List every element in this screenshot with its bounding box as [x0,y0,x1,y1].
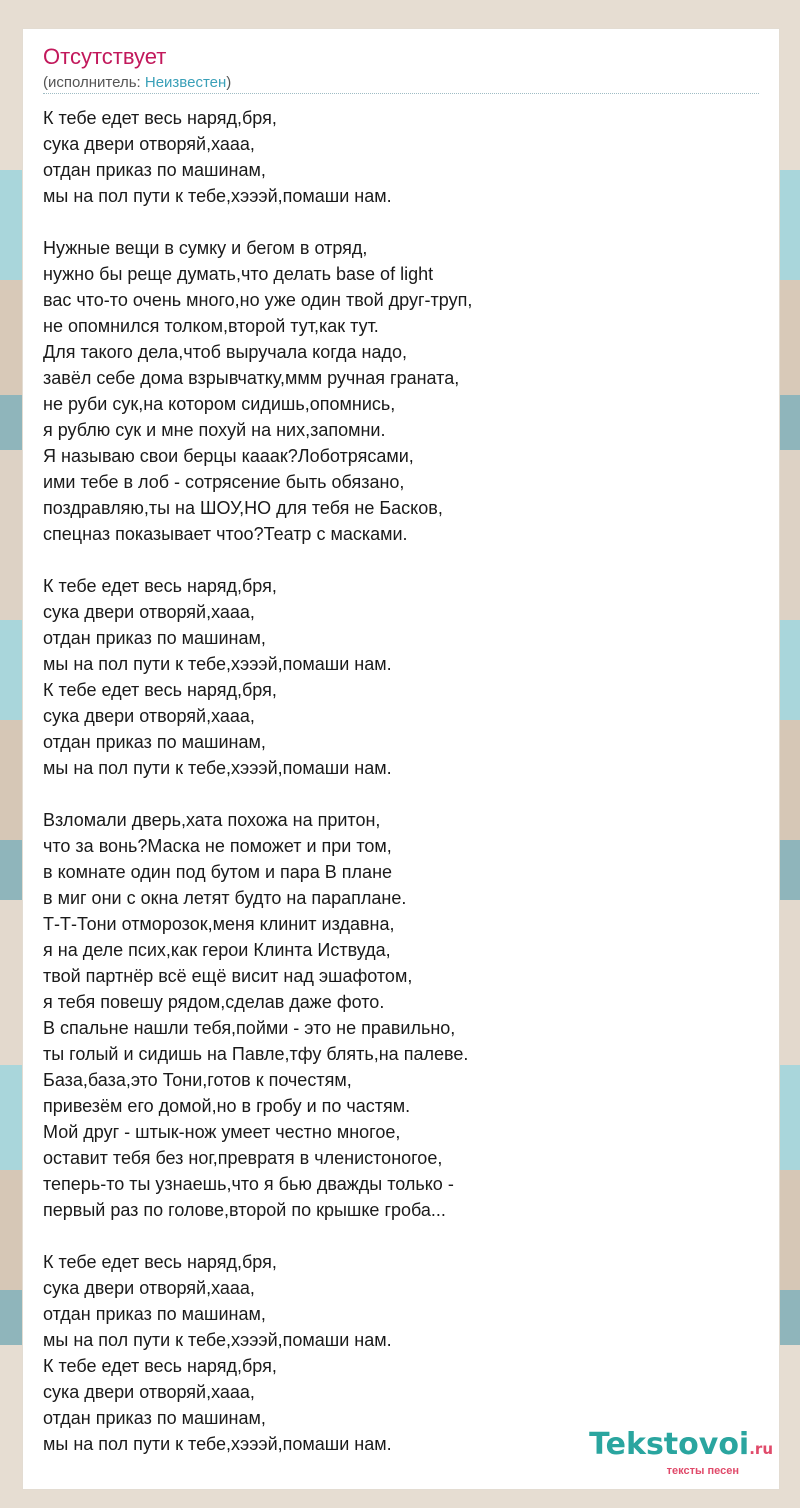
lyric-line: Взломали дверь,хата похожа на притон, [43,810,381,830]
lyric-line: я рублю сук и мне похуй на них,запомни. [43,420,386,440]
lyric-line: сука двери отворяй,хааа, [43,1382,255,1402]
stanza-break [43,1223,759,1249]
lyric-line: отдан приказ по машинам, [43,1408,266,1428]
lyric-line: не опомнился толком,второй тут,как тут. [43,316,379,336]
artist-meta [43,73,231,93]
lyric-line: спецназ показывает чтоо?Театр с масками. [43,524,408,544]
logo-tld: .ru [749,1440,773,1458]
lyric-line: мы на пол пути к тебе,хэээй,помаши нам. [43,186,392,206]
artist-link[interactable]: Неизвестен [144,74,227,91]
artist-prefix: (исполнитель: [43,74,145,91]
lyric-line: сука двери отворяй,хааа, [43,706,255,726]
lyric-line: мы на пол пути к тебе,хэээй,помаши нам. [43,1434,392,1454]
site-logo[interactable] [589,1429,773,1477]
logo-wordmark [589,1429,773,1465]
stanza-break [43,781,759,807]
lyrics-card [22,28,780,1490]
lyric-line: К тебе едет весь наряд,бря, [43,108,277,128]
lyric-line: К тебе едет весь наряд,бря, [43,1356,277,1376]
lyric-line: теперь-то ты узнаешь,что я бью дважды только - [43,1174,454,1194]
lyric-line: К тебе едет весь наряд,бря, [43,576,277,596]
lyric-line: отдан приказ по машинам, [43,160,266,180]
lyric-line: Т-Т-Тони отморозок,меня клинит издавна, [43,914,395,934]
lyric-line: твой партнёр всё ещё висит над эшафотом, [43,966,413,986]
lyric-line: Для такого дела,чтоб выручала когда надо, [43,342,407,362]
stanza-break [43,209,759,235]
artist-suffix: ) [226,74,232,91]
song-title: Отсутствует [43,44,167,69]
lyric-line: мы на пол пути к тебе,хэээй,помаши нам. [43,654,392,674]
lyric-line: сука двери отворяй,хааа, [43,134,255,154]
lyric-line: мы на пол пути к тебе,хэээй,помаши нам. [43,1330,392,1350]
lyric-line: отдан приказ по машинам, [43,1304,266,1324]
lyric-line: я тебя повешу рядом,сделав даже фото. [43,992,385,1012]
lyric-line: отдан приказ по машинам, [43,732,266,752]
lyric-line: ими тебе в лоб - сотрясение быть обязано, [43,472,405,492]
lyric-line: в комнате один под бутом и пара В плане [43,862,393,882]
lyric-line: База,база,это Тони,готов к почестям, [43,1070,352,1090]
lyric-line: привезём его домой,но в гробу и по частям. [43,1096,411,1116]
lyric-line: К тебе едет весь наряд,бря, [43,680,277,700]
lyric-line: поздравляю,ты на ШОУ,НО для тебя не Басков, [43,498,443,518]
lyric-line: нужно бы реще думать,что делать base of light [43,264,434,284]
lyric-line: сука двери отворяй,хааа, [43,1278,255,1298]
lyric-line: первый раз по голове,второй по крышке гроба... [43,1200,446,1220]
lyric-line: Мой друг - штык-нож умеет честно многое, [43,1122,401,1142]
lyric-line: вас что-то очень много,но уже один твой друг-труп, [43,290,473,310]
lyric-line: отдан приказ по машинам, [43,628,266,648]
lyric-line: мы на пол пути к тебе,хэээй,помаши нам. [43,758,392,778]
title-divider [43,93,759,94]
logo-tagline: тексты песен [666,1465,739,1477]
lyric-line: сука двери отворяй,хааа, [43,602,255,622]
lyric-line: Нужные вещи в сумку и бегом в отряд, [43,238,368,258]
lyric-line: К тебе едет весь наряд,бря, [43,1252,277,1272]
logo-name: Tekstovoi [589,1427,750,1462]
lyric-line: завёл себе дома взрывчатку,ммм ручная граната, [43,368,460,388]
stanza-break [43,547,759,573]
lyric-line: Я называю свои берцы кааак?Лоботрясами, [43,446,414,466]
lyric-line: в миг они с окна летят будто на параплане. [43,888,407,908]
lyric-line: ты голый и сидишь на Павле,тфу блять,на палеве. [43,1044,469,1064]
lyric-line: оставит тебя без ног,превратя в членистоногое, [43,1148,443,1168]
lyric-line: В спальне нашли тебя,пойми - это не правильно, [43,1018,456,1038]
lyric-line: что за вонь?Маска не поможет и при том, [43,836,392,856]
lyric-line: я на деле псих,как герои Клинта Иствуда, [43,940,391,960]
lyric-line: не руби сук,на котором сидишь,опомнись, [43,394,396,414]
lyrics-text [43,105,759,1457]
